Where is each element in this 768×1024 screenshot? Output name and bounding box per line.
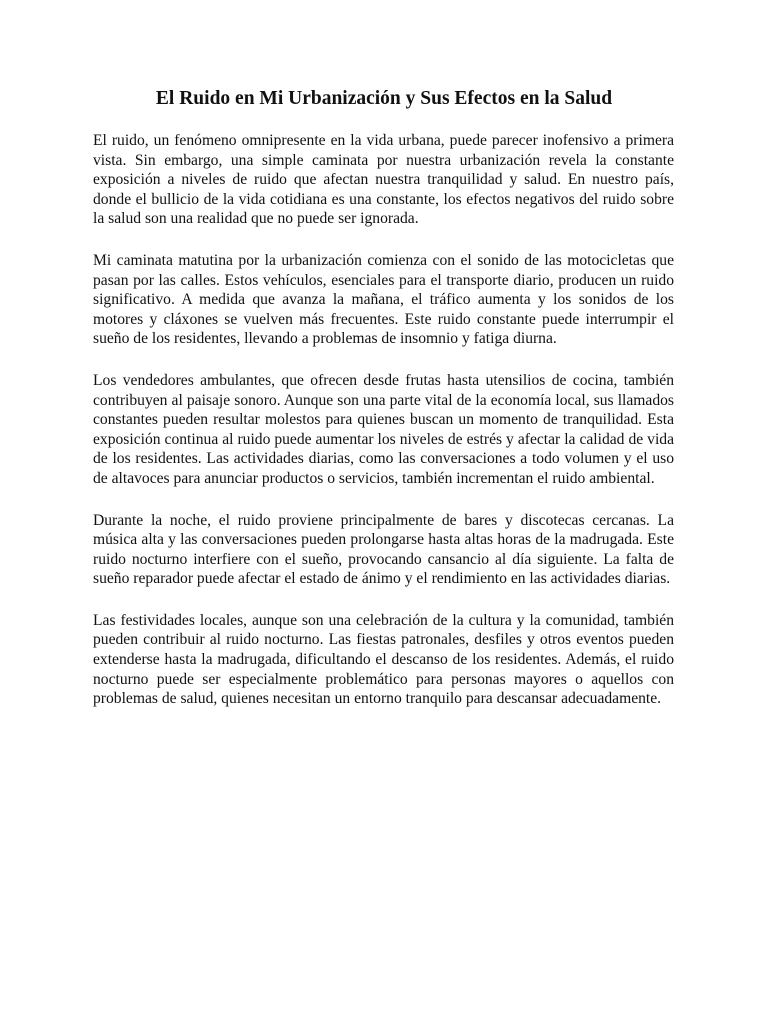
paragraph-1: El ruido, un fenómeno omnipresente en la vida urbana, puede parecer inofensivo a primera vista. Sin embargo, una simple caminata por nuestra urbanización revela la constante exposición a niveles de ruido que afectan nuestra tranquilidad y salud. En nuestro país, donde el bullicio de la vida cotidiana es una constante, los efectos negativos del ruido sobre la salud son una realidad que no puede ser ignorada. [93,132,674,228]
paragraph-5: Las festividades locales, aunque son una celebración de la cultura y la comunidad, también pueden contribuir al ruido nocturno. Las fiestas patronales, desfiles y otros eventos pueden extenderse hasta la madrugada, dificultando el descanso de los residentes. Además, el ruido nocturno puede ser especialmente problemático para personas mayores o aquellos con problemas de salud, quienes necesitan un entorno tranquilo para descansar adecuadamente. [93,611,674,708]
document-title: El Ruido en Mi Urbanización y Sus Efectos en la Salud [155,88,613,109]
document-body [93,131,674,731]
paragraph-4: Durante la noche, el ruido proviene principalmente de bares y discotecas cercanas. La música alta y las conversaciones pueden prolongarse hasta altas horas de la madrugada. Este ruido nocturno interfiere con el sueño, provocando cansancio al día siguiente. La falta de sueño reparador puede afectar el estado de ánimo y el rendimiento en las actividades diarias. [93,511,674,588]
paragraph-2: Mi caminata matutina por la urbanización comienza con el sonido de las motocicletas que pasan por las calles. Estos vehículos, esenciales para el transporte diario, producen un ruido significativo. A medida que avanza la mañana, el tráfico aumenta y los sonidos de los motores y cláxones se vuelven más frecuentes. Este ruido constante puede interrumpir el sueño de los residentes, llevando a problemas de insomnio y fatiga diurna. [93,251,674,348]
paragraph-3: Los vendedores ambulantes, que ofrecen desde frutas hasta utensilios de cocina, también contribuyen al paisaje sonoro. Aunque son una parte vital de la economía local, sus llamados constantes pueden resultar molestos para quienes buscan un momento de tranquilidad. Esta exposición continua al ruido puede aumentar los niveles de estrés y afectar la calidad de vida de los residentes. Las actividades diarias, como las conversaciones a todo volumen y el uso de altavoces para anunciar productos o servicios, también incrementan el ruido ambiental. [93,371,674,487]
